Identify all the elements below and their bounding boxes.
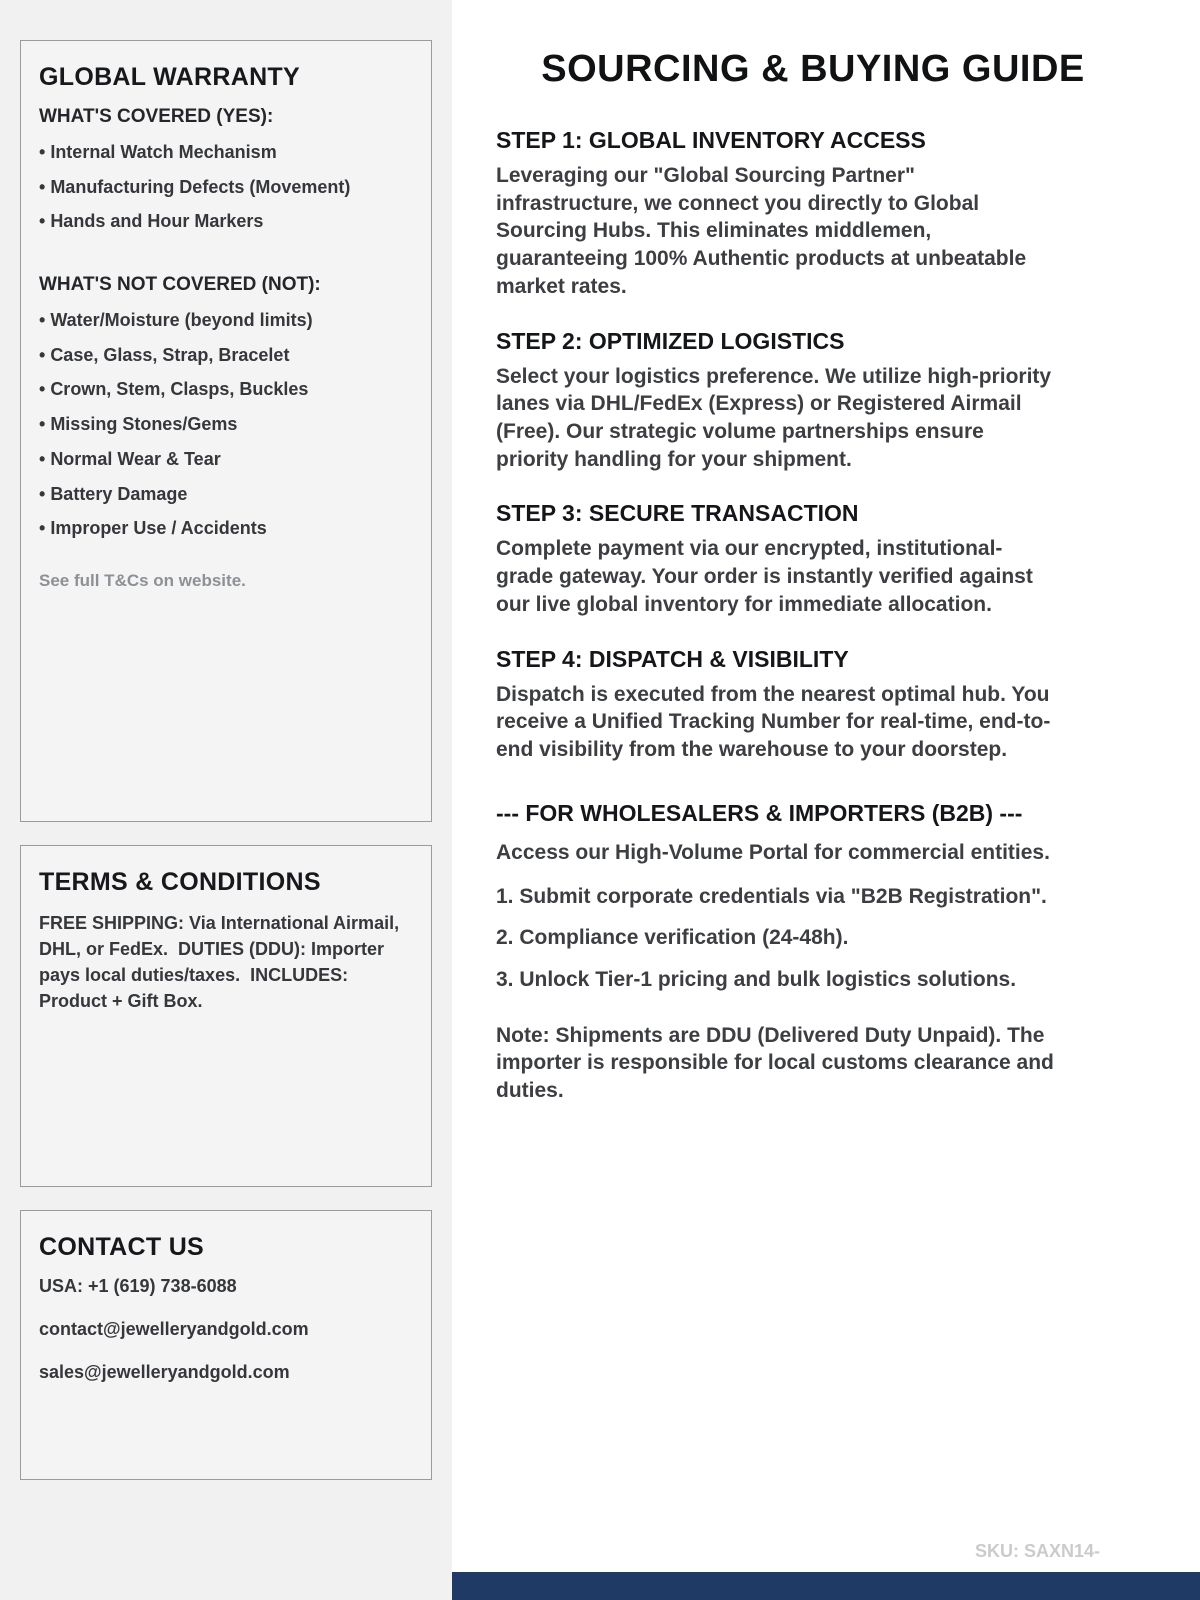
b2b-intro: Access our High-Volume Portal for commercial entities. bbox=[496, 840, 1050, 864]
b2b-heading: --- FOR WHOLESALERS & IMPORTERS (B2B) --- bbox=[496, 799, 1023, 826]
step-4-heading: STEP 4: DISPATCH & VISIBILITY bbox=[496, 645, 849, 672]
not-covered-title: WHAT'S NOT COVERED (NOT): bbox=[39, 274, 321, 296]
not-covered-item: • Missing Stones/Gems bbox=[39, 414, 413, 435]
not-covered-item: • Crown, Stem, Clasps, Buckles bbox=[39, 379, 413, 400]
not-covered-item: • Normal Wear & Tear bbox=[39, 449, 413, 470]
b2b-item-3: 3. Unlock Tier-1 pricing and bulk logistics solutions. bbox=[496, 967, 1017, 991]
not-covered-item: • Case, Glass, Strap, Bracelet bbox=[39, 345, 413, 366]
b2b-item-2: 2. Compliance verification (24-48h). bbox=[496, 926, 849, 950]
step-1-heading: STEP 1: GLOBAL INVENTORY ACCESS bbox=[496, 127, 926, 153]
not-covered-item: • Battery Damage bbox=[39, 484, 413, 505]
step-3 bbox=[496, 500, 1056, 618]
covered-title: WHAT'S COVERED (YES): bbox=[39, 106, 274, 127]
terms-panel bbox=[20, 845, 432, 1187]
b2b-section bbox=[496, 800, 1130, 1105]
not-covered-item: • Water/Moisture (beyond limits) bbox=[39, 310, 413, 331]
covered-item: • Manufacturing Defects (Movement) bbox=[39, 177, 413, 198]
warranty-title: GLOBAL WARRANTY bbox=[39, 63, 300, 91]
terms-body: FREE SHIPPING: Via International Airmail, DHL, or FedEx. DUTIES (DDU): Importer pays local duties/taxes. INCLUDES: Product + Gift Box. bbox=[39, 913, 405, 1011]
covered-item: • Internal Watch Mechanism bbox=[39, 142, 413, 163]
contact-panel bbox=[20, 1210, 432, 1480]
step-4-body: Dispatch is executed from the nearest optimal hub. You receive a Unified Tracking Number for real-time, end-to-end visibility from the warehouse to your doorstep. bbox=[496, 682, 1051, 762]
step-3-heading: STEP 3: SECURE TRANSACTION bbox=[496, 500, 859, 527]
contact-email-sales: sales@jewelleryandgold.com bbox=[39, 1362, 290, 1382]
terms-title: TERMS & CONDITIONS bbox=[39, 868, 321, 896]
contact-phone: USA: +1 (619) 738-6088 bbox=[39, 1276, 237, 1296]
step-2 bbox=[496, 328, 1056, 474]
step-3-body: Complete payment via our encrypted, institutional-grade gateway. Your order is instantly verified against our live global inventory for immediate allocation. bbox=[496, 537, 1033, 616]
warranty-panel bbox=[20, 40, 432, 822]
step-1 bbox=[496, 127, 1056, 301]
main-content bbox=[452, 0, 1200, 1600]
covered-item: • Hands and Hour Markers bbox=[39, 211, 413, 232]
contact-title: CONTACT US bbox=[39, 1233, 205, 1261]
contact-email: contact@jewelleryandgold.com bbox=[39, 1319, 309, 1339]
b2b-note: Note: Shipments are DDU (Delivered Duty Unpaid). The importer is responsible for local customs clearance and duties. bbox=[496, 1023, 1054, 1103]
sku-label: SKU: SAXN14- bbox=[974, 1541, 1100, 1561]
warranty-footnote: See full T&Cs on website. bbox=[39, 570, 246, 590]
step-2-body: Select your logistics preference. We utilize high-priority lanes via DHL/FedEx (Express) or Registered Airmail (Free). Our strategic volume partnerships ensure priority handling for your shipment. bbox=[496, 364, 1052, 471]
step-4 bbox=[496, 646, 1056, 764]
step-1-body: Leveraging our "Global Sourcing Partner" infrastructure, we connect you directly to Global Sourcing Hubs. This eliminates middlemen, guaranteeing 100% Authentic products at unbeatable market rates. bbox=[496, 164, 1027, 298]
sidebar bbox=[0, 0, 452, 1600]
b2b-item-1: 1. Submit corporate credentials via "B2B Registration". bbox=[496, 884, 1047, 908]
page-title: SOURCING & BUYING GUIDE bbox=[541, 48, 1085, 90]
not-covered-item: • Improper Use / Accidents bbox=[39, 518, 413, 539]
step-2-heading: STEP 2: OPTIMIZED LOGISTICS bbox=[496, 327, 845, 354]
footer-bar bbox=[452, 1572, 1200, 1600]
